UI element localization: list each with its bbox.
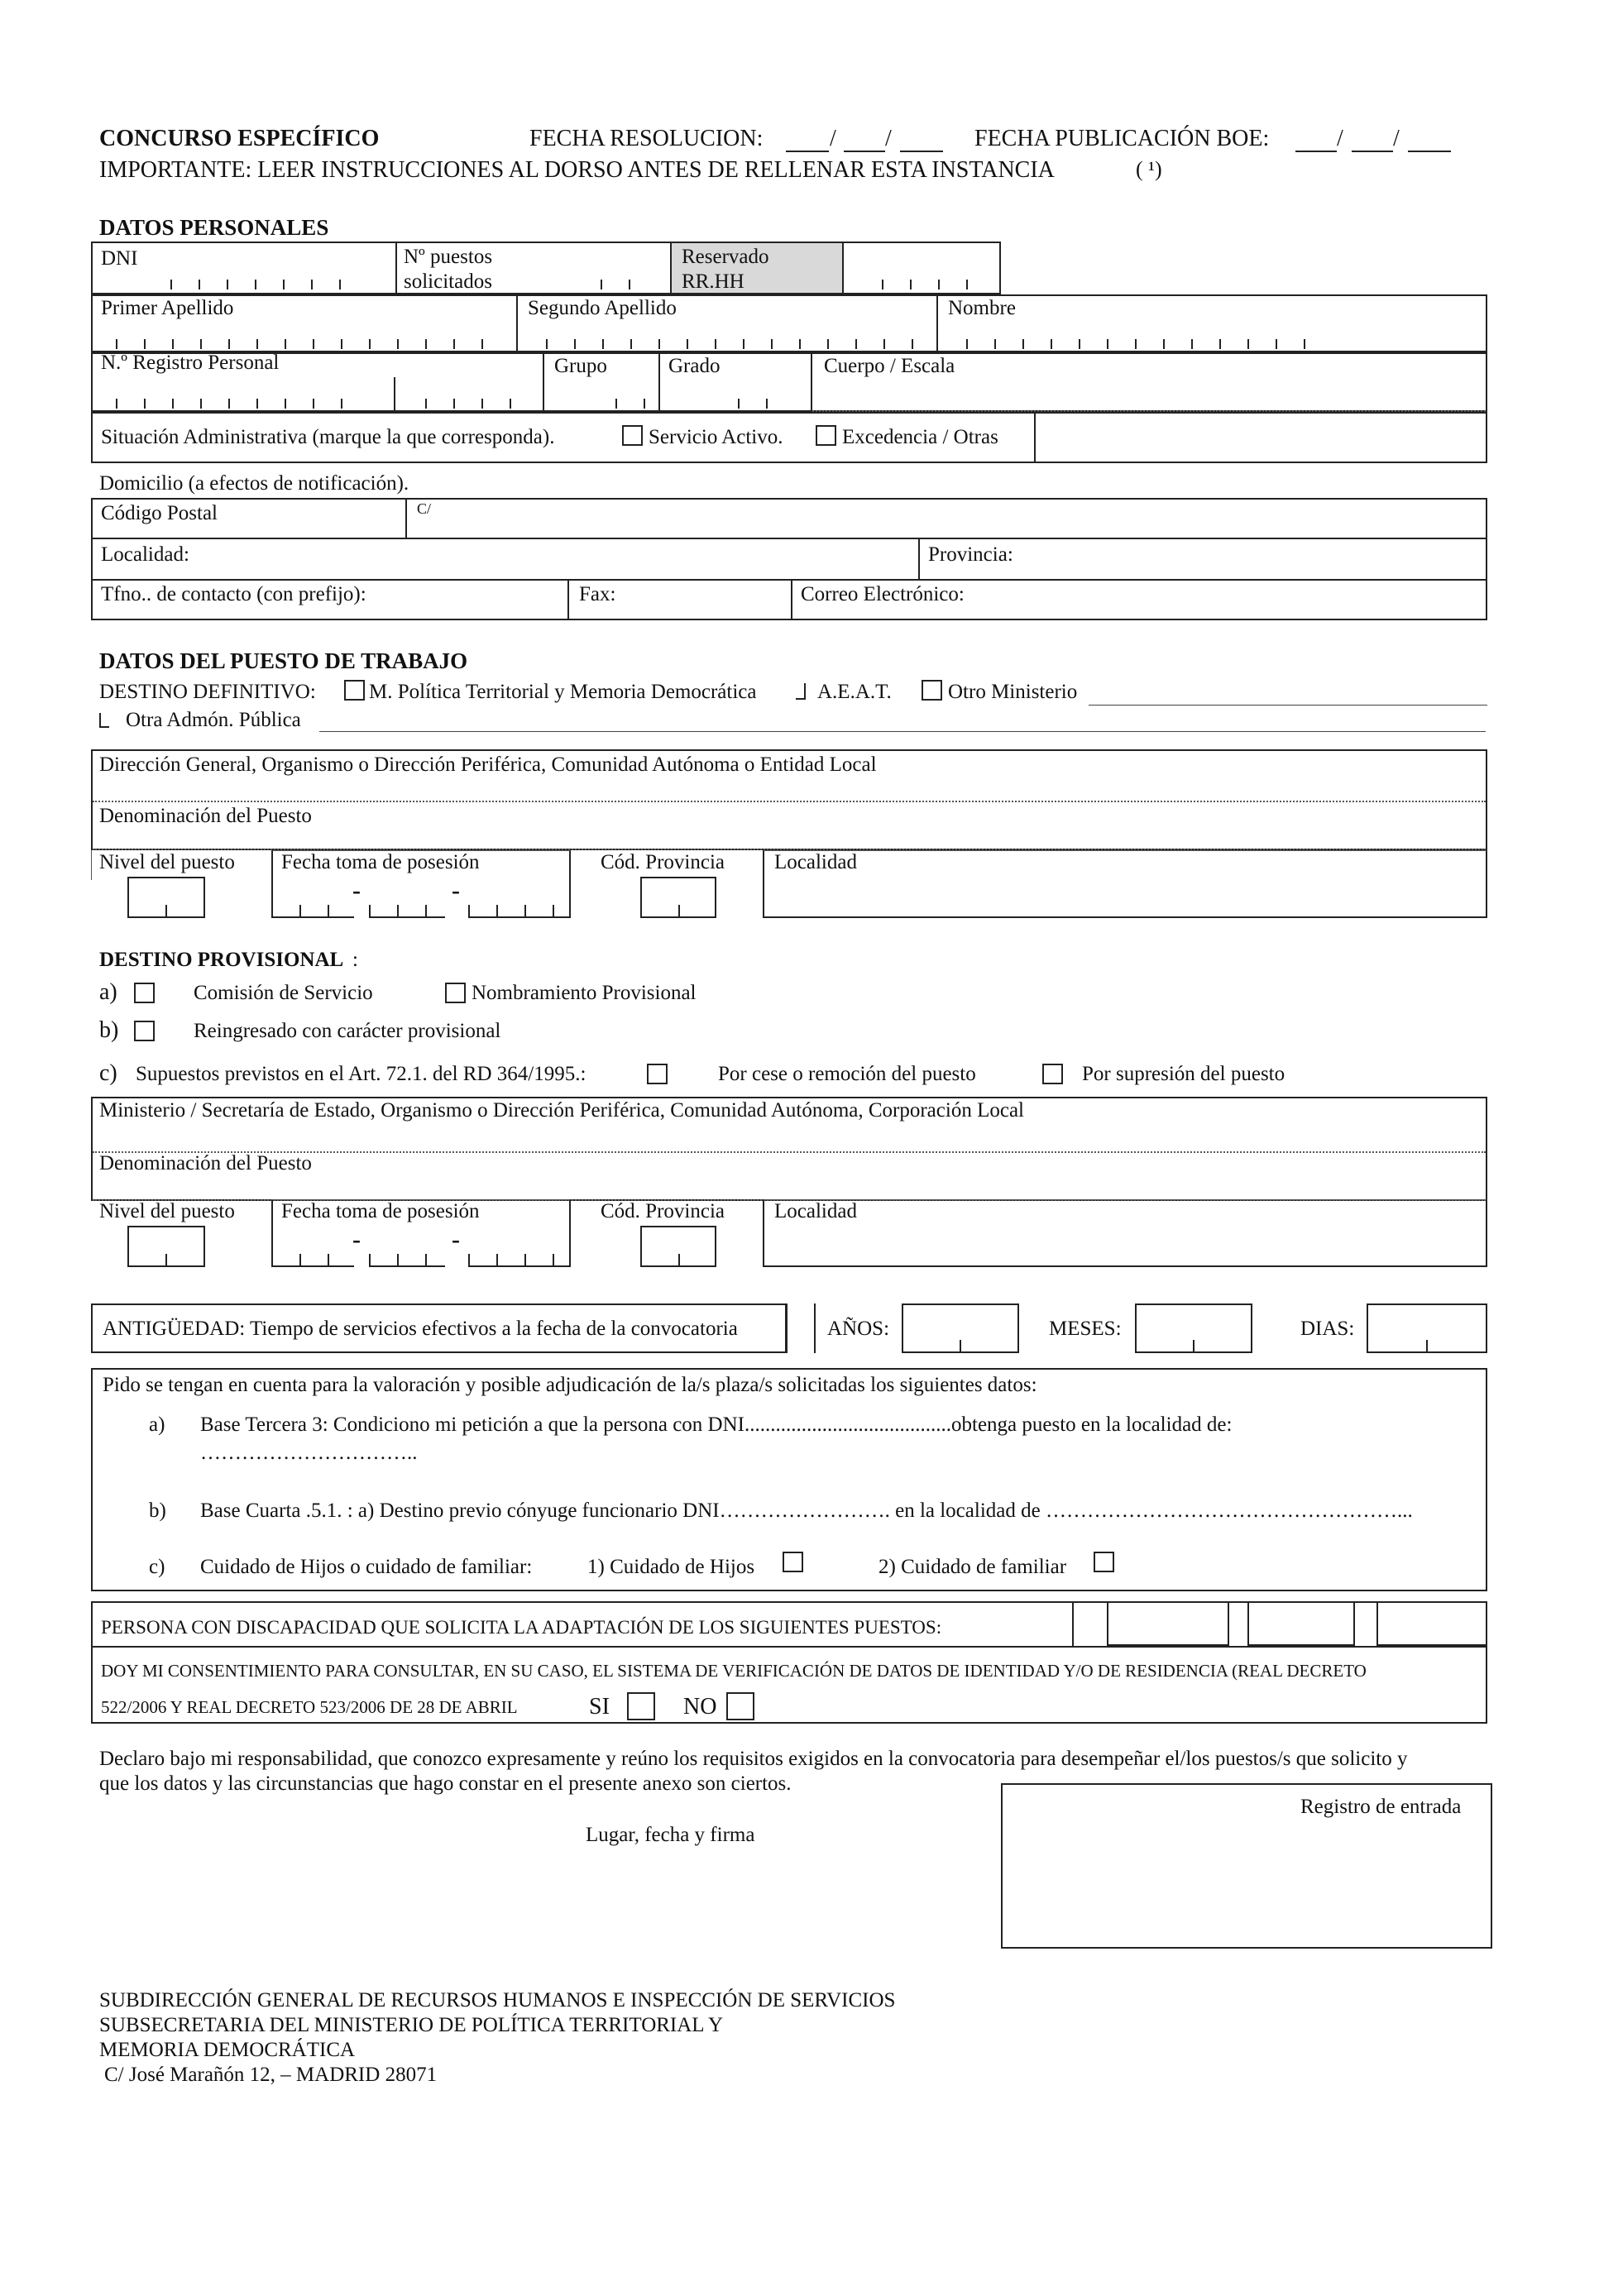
cuidado-label: Cuidado de Hijos o cuidado de familiar: bbox=[200, 1556, 533, 1578]
provisional-denominacion-label: Denominación del Puesto bbox=[99, 1152, 312, 1174]
valoracion-a-label: a) bbox=[149, 1413, 165, 1436]
grado-label: Grado bbox=[668, 355, 721, 377]
cuidado-hijos-label: 1) Cuidado de Hijos bbox=[587, 1556, 755, 1578]
footer-subdireccion: SUBDIRECCIÓN GENERAL DE RECURSOS HUMANOS E INSPECCIÓN DE SERVICIOS bbox=[99, 1989, 896, 2011]
supuestos-checkbox[interactable] bbox=[647, 1064, 668, 1084]
fecha-toma-label: Fecha toma de posesión bbox=[281, 851, 480, 873]
servicio-activo-label: Servicio Activo. bbox=[649, 426, 783, 448]
provisional-localidad-label: Localidad bbox=[774, 1200, 857, 1222]
otra-admon-option: Otra Admón. Pública bbox=[126, 709, 301, 731]
provisional-localidad-box[interactable] bbox=[763, 1199, 1487, 1267]
date-dash: - bbox=[352, 877, 361, 904]
dni-label: DNI bbox=[101, 247, 138, 270]
primer-apellido-input[interactable] bbox=[116, 339, 505, 349]
num-puestos-input[interactable] bbox=[601, 280, 634, 289]
correo-label: Correo Electrónico: bbox=[801, 583, 965, 605]
aeat-option: A.E.A.T. bbox=[817, 681, 892, 703]
por-supresion-checkbox[interactable] bbox=[1042, 1064, 1063, 1084]
footer-subsecretaria: SUBSECRETARIA DEL MINISTERIO DE POLÍTICA TERRITORIAL Y bbox=[99, 2014, 724, 2036]
dni-input[interactable] bbox=[170, 280, 367, 289]
fecha-publicacion-day[interactable] bbox=[1295, 151, 1337, 152]
denominacion-label: Denominación del Puesto bbox=[99, 805, 312, 827]
servicio-activo-checkbox[interactable] bbox=[622, 425, 643, 446]
grupo-input[interactable] bbox=[615, 399, 649, 409]
fecha-resolucion-year[interactable] bbox=[900, 151, 943, 152]
fecha-resolucion-label: FECHA RESOLUCION: bbox=[529, 126, 764, 151]
consent-no-checkbox[interactable] bbox=[726, 1692, 754, 1720]
option-a-label: a) bbox=[99, 979, 117, 1005]
localidad-puesto-label: Localidad bbox=[774, 851, 857, 873]
otro-ministerio-input[interactable] bbox=[1089, 705, 1487, 706]
footer-memoria: MEMORIA DEMOCRÁTICA bbox=[99, 2039, 356, 2061]
num-puestos-label: Nº puestos bbox=[404, 246, 493, 268]
excedencia-label: Excedencia / Otras bbox=[842, 426, 998, 448]
date-separator: / bbox=[1393, 126, 1400, 151]
calle-label: C/ bbox=[417, 500, 432, 517]
antiguedad-label: ANTIGÜEDAD: Tiempo de servicios efectivos a la fecha de la convocatoria bbox=[103, 1318, 738, 1340]
nombramiento-provisional-checkbox[interactable] bbox=[445, 983, 466, 1003]
consent-si-checkbox[interactable] bbox=[627, 1692, 655, 1720]
date-dash: - bbox=[352, 1226, 361, 1253]
cod-provincia-label: Cód. Provincia bbox=[601, 851, 725, 873]
fecha-publicacion-month[interactable] bbox=[1352, 151, 1393, 152]
date-dash: - bbox=[452, 1226, 460, 1253]
footer-address: C/ José Marañón 12, – MADRID 28071 bbox=[104, 2064, 438, 2086]
cuerpo-label: Cuerpo / Escala bbox=[824, 355, 955, 377]
excedencia-checkbox[interactable] bbox=[816, 425, 836, 446]
section-destino-provisional: DESTINO PROVISIONAL bbox=[99, 949, 344, 971]
provisional-colon: : bbox=[352, 949, 358, 971]
comision-servicio-label: Comisión de Servicio bbox=[194, 982, 373, 1004]
declaracion-line-2: que los datos y las circunstancias que hago constar en el presente anexo son ciertos. bbox=[99, 1772, 792, 1795]
fecha-publicacion-year[interactable] bbox=[1408, 151, 1451, 152]
destino-definitivo-label: DESTINO DEFINITIVO: bbox=[99, 681, 316, 703]
domicilio-label: Domicilio (a efectos de notificación). bbox=[99, 472, 409, 495]
consentimiento-text-2: 522/2006 Y REAL DECRETO 523/2006 DE 28 DE ABRIL bbox=[101, 1697, 518, 1717]
ministerio-option: M. Política Territorial y Memoria Democrática bbox=[369, 681, 757, 703]
reingresado-checkbox[interactable] bbox=[134, 1021, 155, 1041]
base-tercera-dots: ………………………….. bbox=[200, 1442, 418, 1464]
registro-personal-label: N.º Registro Personal bbox=[101, 352, 280, 374]
codigo-postal-label: Código Postal bbox=[101, 502, 218, 524]
consentimiento-text: DOY MI CONSENTIMIENTO PARA CONSULTAR, EN SU CASO, EL SISTEMA DE VERIFICACIÓN DE DATOS DE IDENTIDAD Y/O DE RESIDENCIA (REAL DECRETO bbox=[101, 1661, 1367, 1681]
base-cuarta-text: Base Cuarta .5.1. : a) Destino previo cónyuge funcionario DNI……………………. en la localidad de ……………………………………………... bbox=[200, 1500, 1413, 1522]
footnote-ref: ( ¹) bbox=[1136, 157, 1162, 181]
important-notice: IMPORTANTE: LEER INSTRUCCIONES AL DORSO ANTES DE RELLENAR ESTA INSTANCIA bbox=[99, 157, 1055, 183]
date-separator: / bbox=[1337, 126, 1343, 151]
telefono-label: Tfno.. de contacto (con prefijo): bbox=[101, 583, 366, 605]
meses-label: MESES: bbox=[1049, 1318, 1122, 1340]
comision-servicio-checkbox[interactable] bbox=[134, 983, 155, 1003]
option-b-label: b) bbox=[99, 1017, 119, 1043]
por-supresion-label: Por supresión del puesto bbox=[1082, 1063, 1285, 1085]
localidad-label: Localidad: bbox=[101, 543, 189, 566]
registro-personal-input[interactable] bbox=[116, 399, 356, 409]
declaracion-line-1: Declaro bajo mi responsabilidad, que conozco expresamente y reúno los requisitos exigidos en la convocatoria para desempeñar el/los puestos/s que solicito y bbox=[99, 1748, 1408, 1770]
option-c-label: c) bbox=[99, 1060, 117, 1086]
grado-input[interactable] bbox=[738, 399, 771, 409]
registro-personal-input-2[interactable] bbox=[425, 399, 516, 409]
no-label: NO bbox=[683, 1694, 717, 1720]
section-datos-puesto: DATOS DEL PUESTO DE TRABAJO bbox=[99, 648, 468, 673]
reservado-input bbox=[882, 280, 969, 289]
anos-label: AÑOS: bbox=[827, 1318, 890, 1340]
valoracion-c-label: c) bbox=[149, 1556, 165, 1578]
si-label: SI bbox=[589, 1694, 610, 1720]
nombre-input[interactable] bbox=[966, 339, 1314, 349]
otro-ministerio-option: Otro Ministerio bbox=[948, 681, 1078, 703]
otra-admon-input[interactable] bbox=[319, 731, 1486, 732]
provisional-nivel-label: Nivel del puesto bbox=[99, 1200, 235, 1222]
nombramiento-provisional-label: Nombramiento Provisional bbox=[472, 982, 697, 1004]
por-cese-label: Por cese o remoción del puesto bbox=[718, 1063, 976, 1085]
localidad-box[interactable] bbox=[763, 850, 1487, 918]
fecha-resolucion-month[interactable] bbox=[844, 151, 885, 152]
primer-apellido-label: Primer Apellido bbox=[101, 297, 234, 319]
discapacidad-label: PERSONA CON DISCAPACIDAD QUE SOLICITA LA ADAPTACIÓN DE LOS SIGUIENTES PUESTOS: bbox=[101, 1617, 942, 1638]
situacion-label: Situación Administrativa (marque la que corresponda). bbox=[101, 426, 555, 448]
ministerio-label: Ministerio / Secretaría de Estado, Organismo o Dirección Periférica, Comunidad Autónoma, Corporación Local bbox=[99, 1099, 1024, 1122]
reingresado-label: Reingresado con carácter provisional bbox=[194, 1020, 501, 1042]
lugar-fecha-firma: Lugar, fecha y firma bbox=[586, 1824, 755, 1846]
dias-label: DIAS: bbox=[1300, 1318, 1355, 1340]
nivel-label: Nivel del puesto bbox=[99, 851, 235, 873]
date-separator: / bbox=[830, 126, 836, 151]
puesto-adaptacion-2[interactable] bbox=[1247, 1601, 1355, 1646]
date-separator: / bbox=[885, 126, 892, 151]
supuestos-label: Supuestos previstos en el Art. 72.1. del RD 364/1995.: bbox=[136, 1063, 586, 1085]
fecha-resolucion-day[interactable] bbox=[786, 151, 829, 152]
puesto-adaptacion-3[interactable] bbox=[1376, 1601, 1487, 1646]
otra-admon-checkbox[interactable] bbox=[99, 713, 109, 728]
segundo-apellido-label: Segundo Apellido bbox=[528, 297, 677, 319]
ministerio-checkbox[interactable] bbox=[344, 680, 365, 701]
cuidado-hijos-checkbox[interactable] bbox=[783, 1552, 803, 1572]
cuidado-familiar-checkbox[interactable] bbox=[1094, 1552, 1114, 1572]
grupo-label: Grupo bbox=[554, 355, 607, 377]
cuidado-familiar-label: 2) Cuidado de familiar bbox=[879, 1556, 1067, 1578]
form-title: CONCURSO ESPECÍFICO bbox=[99, 126, 380, 151]
puesto-adaptacion-1[interactable] bbox=[1107, 1601, 1229, 1646]
segundo-apellido-input[interactable] bbox=[546, 339, 926, 349]
fax-label: Fax: bbox=[579, 583, 616, 605]
provincia-label: Provincia: bbox=[928, 543, 1013, 566]
direccion-general-label: Dirección General, Organismo o Dirección Periférica, Comunidad Autónoma o Entidad Local bbox=[99, 753, 877, 776]
rrhh-label: RR.HH bbox=[682, 270, 744, 293]
valoracion-intro: Pido se tengan en cuenta para la valoración y posible adjudicación de la/s plaza/s solicitadas los siguientes datos: bbox=[103, 1374, 1037, 1396]
otro-ministerio-checkbox[interactable] bbox=[922, 680, 942, 701]
base-tercera-text: Base Tercera 3: Condiciono mi petición a que la persona con DNI........................................obtenga puesto en la localidad de: bbox=[200, 1413, 1233, 1436]
section-datos-personales: DATOS PERSONALES bbox=[99, 215, 329, 240]
provisional-cod-provincia-label: Cód. Provincia bbox=[601, 1200, 725, 1222]
fecha-publicacion-label: FECHA PUBLICACIÓN BOE: bbox=[974, 126, 1270, 151]
valoracion-b-label: b) bbox=[149, 1500, 166, 1522]
registro-entrada-label: Registro de entrada bbox=[1300, 1796, 1462, 1818]
date-dash: - bbox=[452, 877, 460, 904]
aeat-checkbox[interactable] bbox=[796, 683, 806, 700]
nombre-label: Nombre bbox=[948, 297, 1016, 319]
provisional-fecha-label: Fecha toma de posesión bbox=[281, 1200, 480, 1222]
num-puestos-label-2: solicitados bbox=[404, 270, 492, 293]
reservado-label: Reservado bbox=[682, 246, 769, 268]
